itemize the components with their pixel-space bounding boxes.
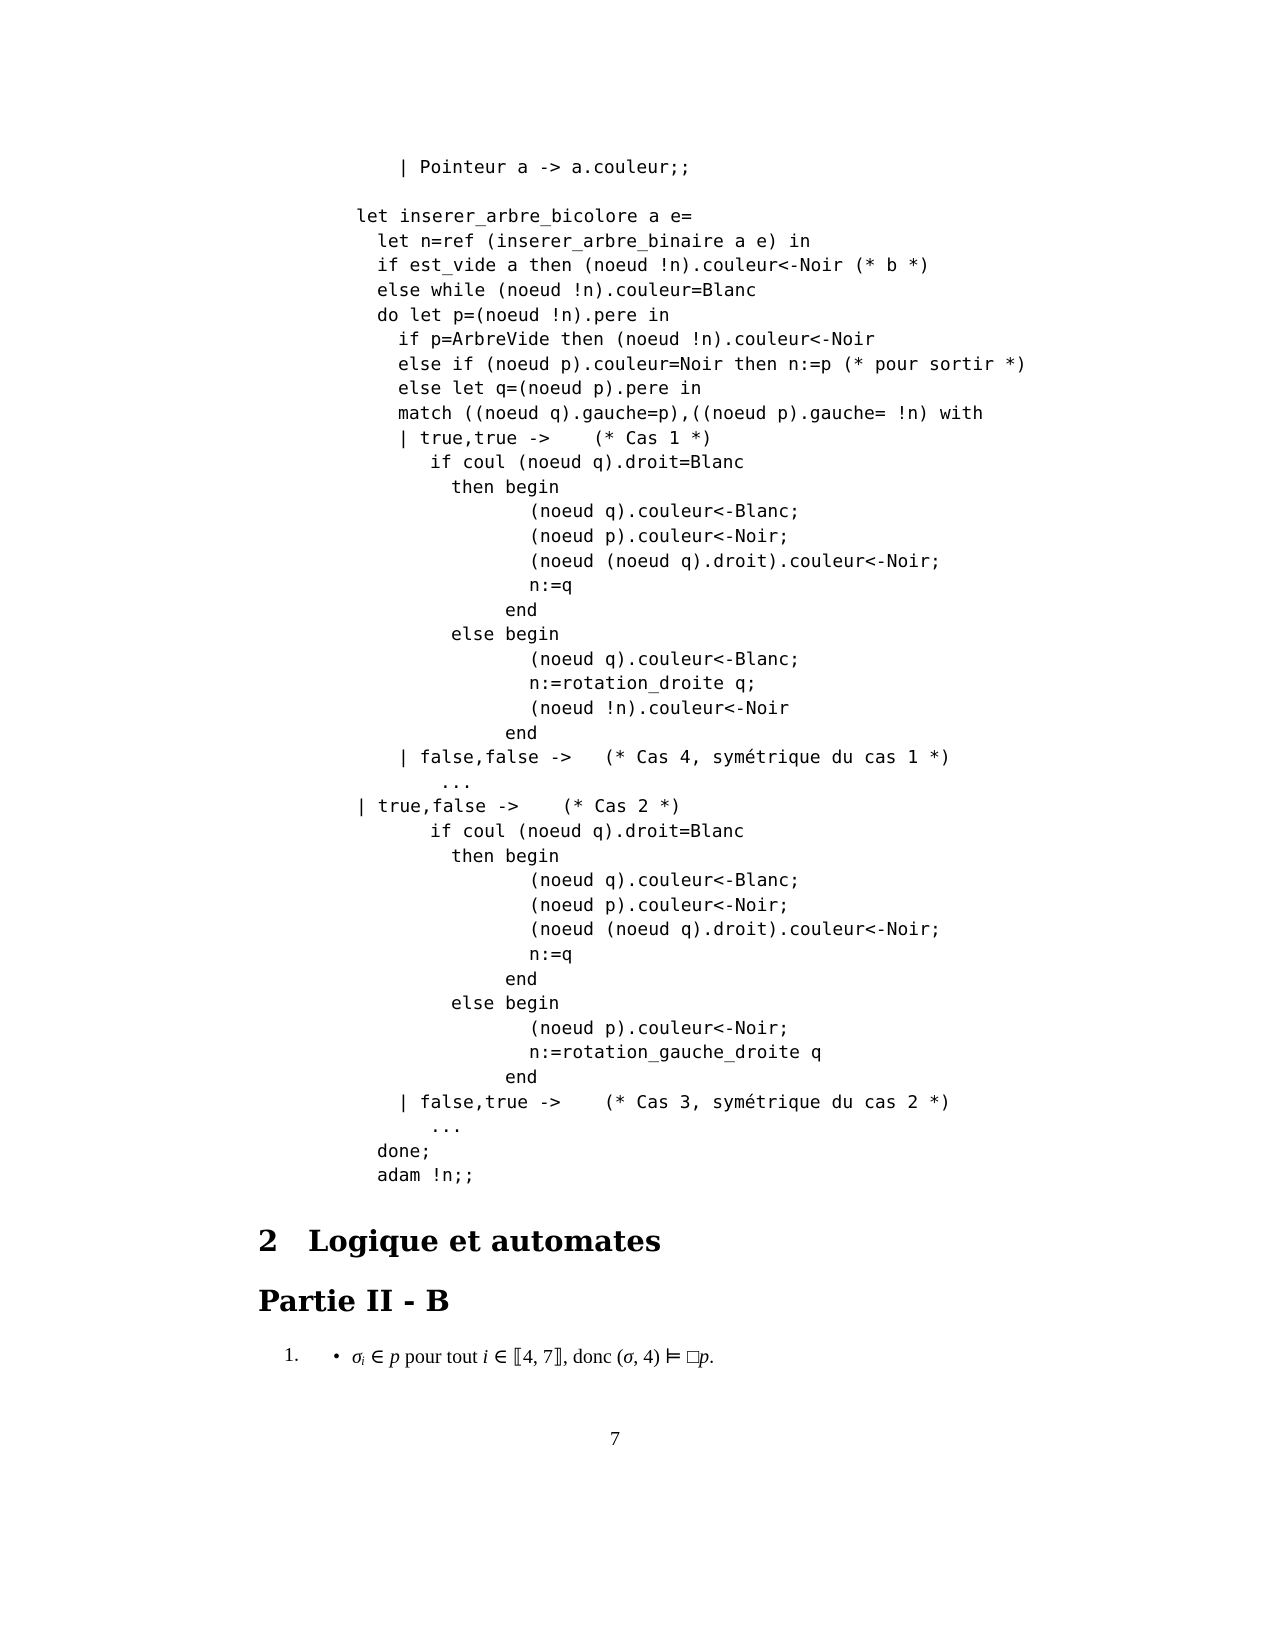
code-line: end: [505, 968, 538, 990]
text-segment: pour tout: [399, 1346, 483, 1368]
code-line: if p=ArbreVide then (noeud !n).couleur<-Noir: [398, 329, 875, 351]
code-line: then begin: [451, 845, 560, 867]
list-item: [333, 1344, 714, 1369]
code-line: (noeud p).couleur<-Noir;: [529, 525, 790, 547]
code-line: (noeud q).couleur<-Blanc;: [529, 870, 800, 892]
code-line: end: [505, 722, 538, 744]
math-i: i: [482, 1346, 489, 1368]
code-line: | Pointeur a -> a.couleur;;: [398, 157, 691, 178]
code-line: else if (noeud p).couleur=Noir then n:=p (* pour sortir *): [398, 353, 1027, 375]
code-line: if est_vide a then (noeud !n).couleur<-Noir (* b *): [377, 255, 930, 277]
code-line: ...: [440, 771, 473, 793]
code-line: (noeud (noeud q).droit).couleur<-Noir;: [529, 919, 941, 941]
math-sigma: σ: [623, 1346, 634, 1368]
code-line: | true,true -> (* Cas 1 *): [398, 427, 713, 449]
code-line: (noeud p).couleur<-Noir;: [529, 1017, 790, 1039]
math-p: p: [699, 1346, 710, 1368]
code-line: n:=rotation_droite q;: [529, 673, 757, 695]
list-item-number: 1.: [284, 1344, 299, 1366]
text-segment: .: [709, 1346, 715, 1368]
code-line: else let q=(noeud p).pere in: [398, 378, 702, 400]
code-line: done;: [377, 1140, 432, 1162]
code-line: (noeud (noeud q).droit).couleur<-Noir;: [529, 550, 941, 572]
text-segment: , 4) ⊨ □: [633, 1346, 700, 1368]
code-line: if coul (noeud q).droit=Blanc: [430, 452, 745, 474]
code-line: adam !n;;: [377, 1165, 475, 1187]
code-line: else begin: [451, 624, 560, 646]
code-line: if coul (noeud q).droit=Blanc: [430, 821, 745, 843]
code-line: match ((noeud q).gauche=p),((noeud p).gauche= !n) with: [398, 402, 984, 424]
section-number: 2: [258, 1224, 279, 1258]
code-line: | false,true -> (* Cas 3, symétrique du cas 2 *): [398, 1091, 951, 1113]
code-line: then begin: [451, 476, 560, 498]
code-line: (noeud q).couleur<-Blanc;: [529, 648, 800, 670]
code-line: ...: [430, 1116, 463, 1138]
code-line: n:=q: [529, 575, 573, 597]
code-line: let n=ref (inserer_arbre_binaire a e) in: [377, 230, 811, 252]
code-line: else while (noeud !n).couleur=Blanc: [377, 279, 757, 301]
code-line: end: [505, 1066, 538, 1088]
code-line: (noeud !n).couleur<-Noir: [529, 698, 790, 720]
section-title: Logique et automates: [308, 1224, 662, 1258]
code-line: | true,false -> (* Cas 2 *): [356, 796, 682, 818]
code-line: n:=rotation_gauche_droite q: [529, 1042, 822, 1064]
math-sigma-in-p: σᵢ ∈ p: [352, 1346, 400, 1368]
code-line: do let p=(noeud !n).pere in: [377, 304, 670, 326]
bullet-icon: •: [333, 1346, 341, 1368]
text-segment: ∈ ⟦4, 7⟧, donc (: [488, 1346, 624, 1368]
code-line: (noeud q).couleur<-Blanc;: [529, 501, 800, 523]
code-line: else begin: [451, 993, 560, 1015]
code-line: let inserer_arbre_bicolore a e=: [356, 206, 692, 228]
code-line: n:=q: [529, 944, 573, 965]
code-line: end: [505, 599, 538, 621]
subsection-heading: Partie II - B: [258, 1284, 450, 1318]
code-line: | false,false -> (* Cas 4, symétrique du cas 1 *): [398, 747, 951, 769]
code-listing: [0, 156, 1275, 1189]
code-line: (noeud p).couleur<-Noir;: [529, 894, 790, 916]
page-number: 7: [610, 1428, 620, 1450]
code-line: [0, 181, 1275, 206]
section-heading: [258, 1224, 661, 1258]
